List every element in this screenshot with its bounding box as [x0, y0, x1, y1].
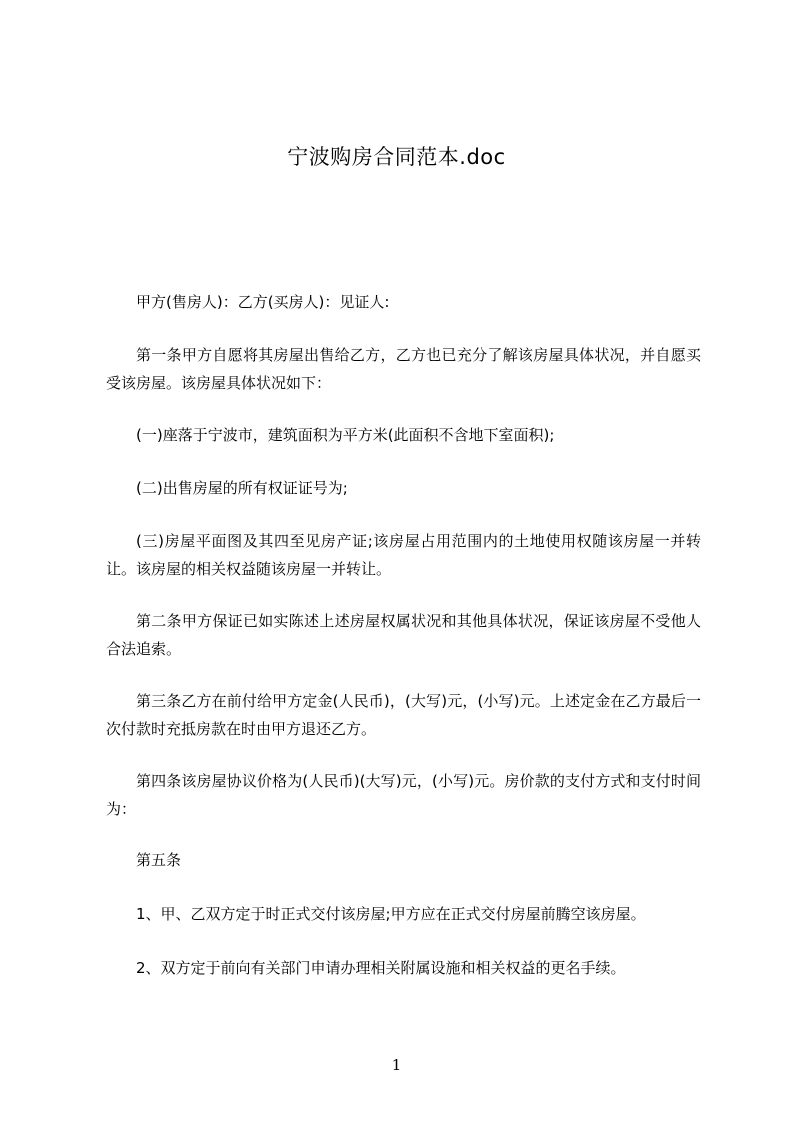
paragraph-article-5-item-2 — [106, 954, 701, 982]
paragraph-article-4 — [106, 767, 701, 823]
paragraph-item-1 — [106, 421, 701, 449]
paragraph-item-3 — [106, 527, 701, 583]
paragraph-text: 第一条甲方自愿将其房屋出售给乙方，乙方也已充分了解该房屋具体状况，并自愿买受该房屋。该房屋具体状况如下： — [106, 346, 701, 392]
paragraph-text: (二)出售房屋的所有权证证号为; — [136, 479, 348, 497]
paragraph-text: 第三条乙方在前付给甲方定金(人民币)，(大写)元，(小写)元。上述定金在乙方最后一次付款时充抵房款在时由甲方退还乙方。 — [106, 692, 701, 738]
paragraph-text: 1、甲、乙双方定于时正式交付该房屋;甲方应在正式交付房屋前腾空该房屋。 — [136, 905, 646, 923]
paragraph-article-5-item-1 — [106, 900, 701, 928]
paragraph-text: 第五条 — [136, 851, 182, 869]
paragraph-text: (三)房屋平面图及其四至见房产证;该房屋占用范围内的土地使用权随该房屋一并转让。该房屋的相关权益随该房屋一并转让。 — [106, 532, 701, 578]
page-number: 1 — [391, 1056, 402, 1074]
paragraph-item-2 — [106, 474, 701, 502]
paragraph-article-5 — [106, 846, 701, 874]
paragraph-text: 甲方(售房人)：乙方(买房人)：见证人: — [136, 293, 390, 311]
document-title: 宁波购房合同范本.doc — [287, 145, 506, 169]
paragraph-parties — [106, 288, 701, 316]
paragraph-text: 2、双方定于前向有关部门申请办理相关附属设施和相关权益的更名手续。 — [136, 959, 626, 977]
paragraph-text: 第二条甲方保证已如实陈述上述房屋权属状况和其他具体状况，保证该房屋不受他人合法追索。 — [106, 612, 701, 658]
paragraph-text: (一)座落于宁波市，建筑面积为平方米(此面积不含地下室面积); — [136, 426, 555, 444]
paragraph-article-2 — [106, 607, 701, 663]
paragraph-article-3 — [106, 687, 701, 743]
paragraph-article-1 — [106, 341, 701, 397]
paragraph-text: 第四条该房屋协议价格为(人民币)(大写)元，(小写)元。房价款的支付方式和支付时间为： — [106, 772, 701, 818]
